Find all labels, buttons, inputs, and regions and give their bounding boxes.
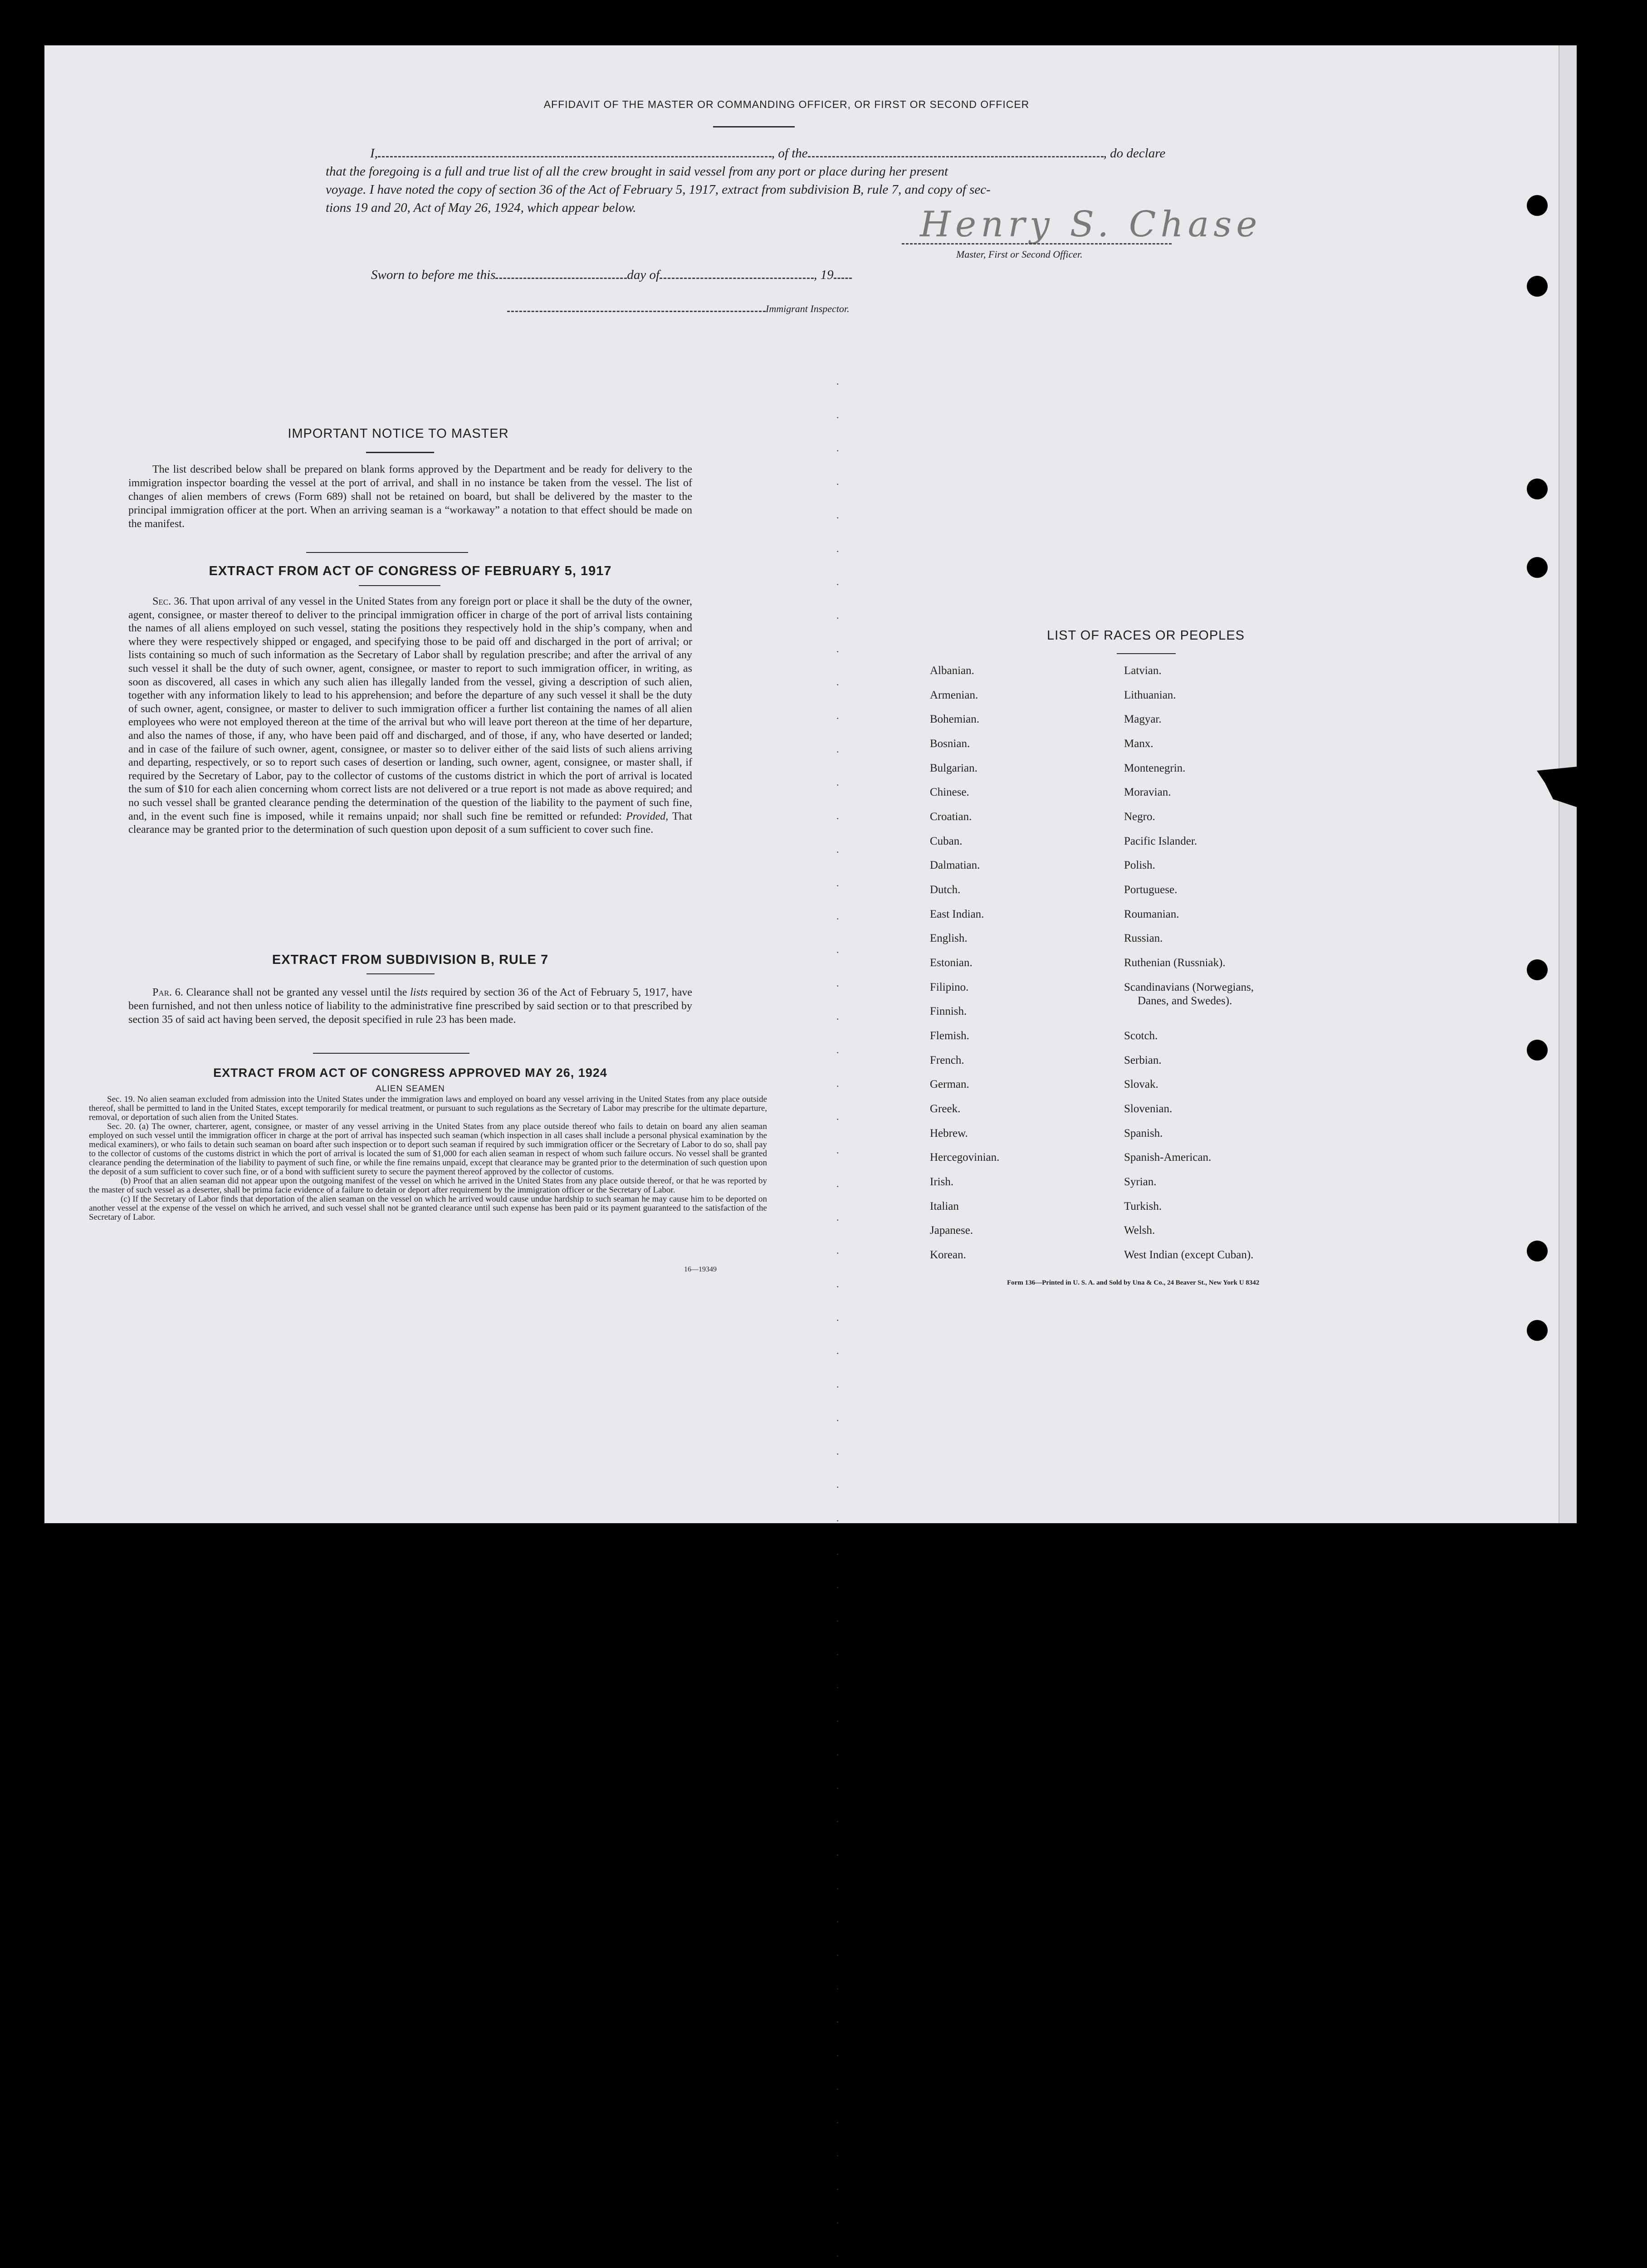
race-item: Armenian.	[930, 689, 978, 701]
races-right-column	[1124, 665, 1396, 1322]
race-item: Dalmatian.	[930, 859, 980, 871]
inspector-line	[507, 303, 850, 315]
signature: Henry S. Chase	[920, 204, 1262, 245]
race-item: Bohemian.	[930, 713, 980, 725]
affidavit-line-2: that the foregoing is a full and true list of all the crew brought in said vessel from any port or place during her present	[326, 164, 948, 179]
race-item: Bosnian.	[930, 738, 970, 750]
dot-mark: · ·	[836, 1247, 848, 1292]
race-item: Portuguese.	[1124, 884, 1178, 896]
races-title: LIST OF RACES OR PEOPLES	[1046, 628, 1245, 643]
dot-mark: · ·	[836, 913, 848, 958]
binder-hole	[1527, 1241, 1548, 1261]
race-item: Danes, and Swedes).	[1138, 995, 1232, 1007]
torn-edge-mark	[1537, 767, 1578, 807]
dot-mark: · ·	[836, 1314, 848, 1359]
affidavit-title: AFFIDAVIT OF THE MASTER OR COMMANDING OFFICER, OR FIRST OR SECOND OFFICER	[543, 98, 1030, 110]
rule-7-end-rule	[313, 1053, 469, 1054]
dot-mark: · ·	[836, 980, 848, 1025]
dot-mark: · ·	[836, 1047, 848, 1092]
vessel-blank	[808, 156, 1104, 157]
dot-mark: · ·	[836, 1381, 848, 1426]
dot-mark: · ·	[836, 1983, 848, 2028]
binder-hole	[1527, 959, 1548, 980]
sec-36-text-b: That clearance may be granted prior to the determination of such question upon deposit of a sum sufficient to cover such fine.	[128, 810, 692, 836]
par-6-text-b: required by section 36 of the Act of February 5, 1917, have been furnished, and not then unless notice of liability to the administrative fine prescribed by said section or to that prescribed by section 35 of said act having been served, the deposit specified in rule 23 has been made.	[128, 987, 693, 1026]
dot-mark: · ·	[836, 1114, 848, 1159]
race-item: Slovak.	[1124, 1078, 1158, 1090]
alien-seamen-subtitle: ALIEN SEAMEN	[376, 1084, 445, 1094]
extract-1917-title: EXTRACT FROM ACT OF CONGRESS OF FEBRUARY 5, 1917	[209, 564, 612, 578]
race-item: Croatian.	[930, 811, 972, 823]
dot-mark: · ·	[836, 1916, 848, 1961]
race-item: Montenegrin.	[1124, 762, 1186, 774]
dot-mark: · ·	[836, 779, 848, 825]
race-item: Flemish.	[930, 1030, 969, 1042]
sec-36-label: Sec. 36.	[152, 596, 188, 607]
printer-footer: Form 136—Printed in U. S. A. and Sold by Una & Co., 24 Beaver St., New York U 8342	[1007, 1279, 1260, 1286]
binder-hole	[1527, 195, 1548, 216]
dot-mark: · ·	[836, 1716, 848, 1760]
race-item: East Indian.	[930, 908, 984, 920]
i-label: I,	[370, 146, 378, 161]
affidavit-line-4: tions 19 and 20, Act of May 26, 1924, which appear below.	[326, 200, 636, 215]
extract-1924-body	[89, 1095, 767, 1222]
race-item: Estonian.	[930, 957, 973, 969]
race-item: German.	[930, 1078, 969, 1090]
race-item: Syrian.	[1124, 1176, 1157, 1188]
extract-1917-body	[128, 595, 692, 837]
race-item: Pacific Islander.	[1124, 835, 1197, 847]
extract-1924-title: EXTRACT FROM ACT OF CONGRESS APPROVED MAY 26, 1924	[213, 1066, 607, 1080]
sec-36-text-a: That upon arrival of any vessel in the United States from any foreign port or place it shall be the duty of the owner, agent, consignee, or master thereof to deliver to the principal immigration officer in charge of the port of arrival lists containing the names of all aliens employed on such vessel, stating the positions they respectively hold in the ship’s company, when and where they were respectively shipped or engaged, and specifying those to be paid off and discharged in the port of arrival; or lists containing so much of such information as the Secretary of Labor shall by regulation prescribe; and after the arrival of any such vessel it shall be the duty of such owner, agent, consignee, or master to report to such immigration officer, in writing, as soon as discovered, all cases in which any such alien has illegally landed from the vessel, giving a description of such alien, together with any information likely to lead to his apprehension; and before the departure of any such vessel it shall be the duty of such owner, agent, consignee, or master to deliver to such immigration officer a further list containing the names of all alien employees who were not employed thereon at the time of the arrival but who will leave port thereon at the time of her departure, and also the names of those, if any, who have been paid off and discharged, and of those, if any, who have deserted or landed; and in case of the failure of such owner, agent, consignee, or master so to deliver either of the said lists of such aliens arriving and departing, respectively, or so to report such cases of desertion or landing, such owner, agent, consignee, or master shall, if required by the Secretary of Labor, pay to the collector of customs of the customs district in which the port of arrival is located the sum of $10 for each alien concerning whom correct lists are not delivered or a true report is not made as above required; and no such vessel shall be granted clearance pending the determination of the question of the liability to the payment of such fine, and, in the event such fine is imposed, while it remains unpaid; nor shall such fine be remitted or refunded:	[128, 596, 692, 822]
name-blank	[378, 156, 772, 157]
race-item: Albanian.	[930, 665, 974, 677]
race-item: Slovenian.	[1124, 1103, 1173, 1115]
extract-1917-rule	[359, 585, 440, 586]
race-item: Turkish.	[1124, 1200, 1162, 1212]
binder-hole	[1527, 1320, 1548, 1341]
race-item: Bulgarian.	[930, 762, 977, 774]
affidavit-line-3: voyage. I have noted the copy of section 36 of the Act of February 5, 1917, extract from subdivision B, rule 7, and copy of sec-	[326, 182, 991, 197]
dotted-margin-column	[836, 367, 863, 2268]
dot-mark: · ·	[836, 445, 848, 490]
race-item: Spanish.	[1124, 1127, 1163, 1139]
race-item: Negro.	[1124, 811, 1155, 823]
race-item: Russian.	[1124, 932, 1163, 944]
dot-mark: · ·	[836, 2183, 848, 2229]
signature-caption: Master, First or Second Officer.	[956, 249, 1083, 260]
binder-hole	[1527, 479, 1548, 499]
sec-20a-text: Sec. 20. (a) The owner, charterer, agent, consignee, or master of any vessel arriving in the United States from any place outside thereof who fails to detain on board any alien seaman employed on such vessel until the immigration officer in charge at the port of arrival has inspected such seaman (which inspection in all cases shall include a personal physical examination by the medical examiners), or who fails to detain such seaman on board after such inspection or to deport such seaman if required by such immigration officer or the Secretary of Labor to do so, shall pay to the collector of customs of the customs district in which the port of arrival is located the sum of $1,000 for each alien seaman in respect of whom such failure occurs. No vessel shall be granted clearance pending the determination of the liability to payment of such fine, or while the fine remains unpaid, except that clearance may be granted prior to the determination of such question upon the deposit of a sum sufficient to cover such fine, or of a bond with sufficient surety to secure the payment thereof approved by the collector of customs.	[89, 1122, 767, 1177]
race-item: Serbian.	[1124, 1054, 1162, 1066]
dot-mark: · ·	[836, 846, 848, 891]
race-item: Korean.	[930, 1249, 966, 1261]
race-item: Italian	[930, 1200, 959, 1212]
dot-mark: · ·	[836, 1515, 848, 1560]
race-item: Roumanian.	[1124, 908, 1179, 920]
race-item: Moravian.	[1124, 786, 1171, 798]
dot-mark: · ·	[836, 1782, 848, 1828]
dot-mark: · ·	[836, 1180, 848, 1226]
par-6-text-a: Clearance shall not be granted any vessel until the	[186, 987, 407, 998]
dot-mark: · ·	[836, 713, 848, 758]
dot-mark: · ·	[836, 1849, 848, 1894]
race-item: Lithuanian.	[1124, 689, 1176, 701]
race-item: Polish.	[1124, 859, 1155, 871]
day-of-label: day of	[627, 268, 660, 282]
race-item: Japanese.	[930, 1224, 973, 1237]
sec-20c-text: (c) If the Secretary of Labor finds that deportation of the alien seaman on the vessel on which he arrived would cause undue hardship to such seaman he may cause him to be deported on another vessel at the expense of the vessel on which he arrived, and such vessel shall not be granted clearance until such expense has been paid or its payment guaranteed to the satisfaction of the Secretary of Labor.	[89, 1194, 767, 1222]
dot-mark: · ·	[836, 378, 848, 423]
rule-7-rule	[367, 973, 435, 974]
rule-7-body	[128, 986, 692, 1026]
signature-line	[902, 243, 1172, 244]
form-code: 16—19349	[684, 1266, 717, 1273]
race-item: Spanish-American.	[1124, 1151, 1212, 1163]
rule-7-title: EXTRACT FROM SUBDIVISION B, RULE 7	[272, 953, 549, 967]
par-6-label: Par. 6.	[152, 987, 183, 998]
race-item: English.	[930, 932, 968, 944]
affidavit-declaration-line	[370, 146, 1232, 161]
dot-mark: · ·	[836, 645, 848, 691]
race-item: Scandinavians (Norwegians,	[1124, 981, 1254, 993]
race-item: Dutch.	[930, 884, 961, 896]
binder-hole	[1527, 276, 1548, 297]
race-item: Magyar.	[1124, 713, 1162, 725]
race-item: Welsh.	[1124, 1224, 1155, 1237]
sworn-line	[371, 268, 852, 283]
race-item: West Indian (except Cuban).	[1124, 1249, 1254, 1261]
dot-mark: · ·	[836, 1582, 848, 1627]
race-item: Scotch.	[1124, 1030, 1158, 1042]
race-item: Latvian.	[1124, 665, 1162, 677]
form-page	[44, 45, 1577, 2262]
dot-mark: · ·	[836, 512, 848, 557]
race-item: Finnish.	[930, 1005, 967, 1017]
dot-mark: · ·	[836, 1648, 848, 1694]
race-item: French.	[930, 1054, 964, 1066]
sec-20b-text: (b) Proof that an alien seaman did not appear upon the outgoing manifest of the vessel on which he arrived in the United States from any place outside thereof, or that he was reported by the master of such vessel as a deserter, shall be prima facie evidence of a failure to detain or deport after requirement by the immigration officer or the Secretary of Labor.	[89, 1176, 767, 1195]
sec-19-text: Sec. 19. No alien seaman excluded from admission into the United States under the immigration laws and employed on board any vessel arriving in the United States from any place outside thereof, shall be permitted to land in the United States, except temporarily for medical treatment, or pursuant to such regulations as the Secretary of Labor may prescribe for the ultimate departure, removal, or deportation of such alien from the United States.	[89, 1095, 767, 1122]
race-item: Irish.	[930, 1176, 954, 1188]
provided-label: Provided,	[626, 810, 669, 822]
inspector-label: Immigrant Inspector.	[766, 303, 850, 314]
dot-mark: · ·	[836, 579, 848, 624]
inspector-blank	[507, 310, 766, 312]
notice-end-rule	[306, 552, 468, 553]
binder-hole	[1527, 1040, 1548, 1061]
notice-body: The list described below shall be prepared on blank forms approved by the Department and be ready for delivery to the immigration inspector boarding the vessel at the port of arrival, and shall in no instance be taken from the vessel. The list of changes of alien members of crews (Form 689) shall not be retained on board, but shall be delivered by the master to the principal immigration officer at the port. When an arriving seaman is a “workaway” a notation to that effect should be made on the manifest.	[128, 464, 692, 530]
sworn-day-blank	[495, 277, 627, 279]
year-label: , 19	[814, 268, 834, 282]
of-the-label: , of the	[771, 146, 808, 161]
lists-label: lists	[410, 987, 428, 998]
notice-title-rule	[366, 452, 434, 453]
race-item: Hebrew.	[930, 1127, 968, 1139]
affidavit-title-rule	[713, 126, 795, 127]
do-declare-label: , do declare	[1103, 146, 1166, 161]
race-item: Filipino.	[930, 981, 969, 993]
race-item: Greek.	[930, 1103, 961, 1115]
races-left-column	[930, 665, 1066, 1322]
race-item: Chinese.	[930, 786, 969, 798]
races-title-rule	[1117, 653, 1176, 654]
race-item: Cuban.	[930, 835, 963, 847]
sworn-label: Sworn to before me this	[371, 268, 496, 282]
year-blank	[834, 277, 852, 279]
race-item: Hercegovinian.	[930, 1151, 1000, 1163]
dot-mark: · ·	[836, 2116, 848, 2162]
notice-title: IMPORTANT NOTICE TO MASTER	[288, 426, 509, 441]
dot-mark: · ·	[836, 2050, 848, 2095]
race-item: Ruthenian (Russniak).	[1124, 957, 1226, 969]
sworn-month-blank	[660, 277, 814, 279]
race-item: Manx.	[1124, 738, 1153, 750]
dot-mark: · ·	[836, 1448, 848, 1493]
dot-mark: ·	[836, 2250, 848, 2262]
binder-hole	[1527, 557, 1548, 578]
